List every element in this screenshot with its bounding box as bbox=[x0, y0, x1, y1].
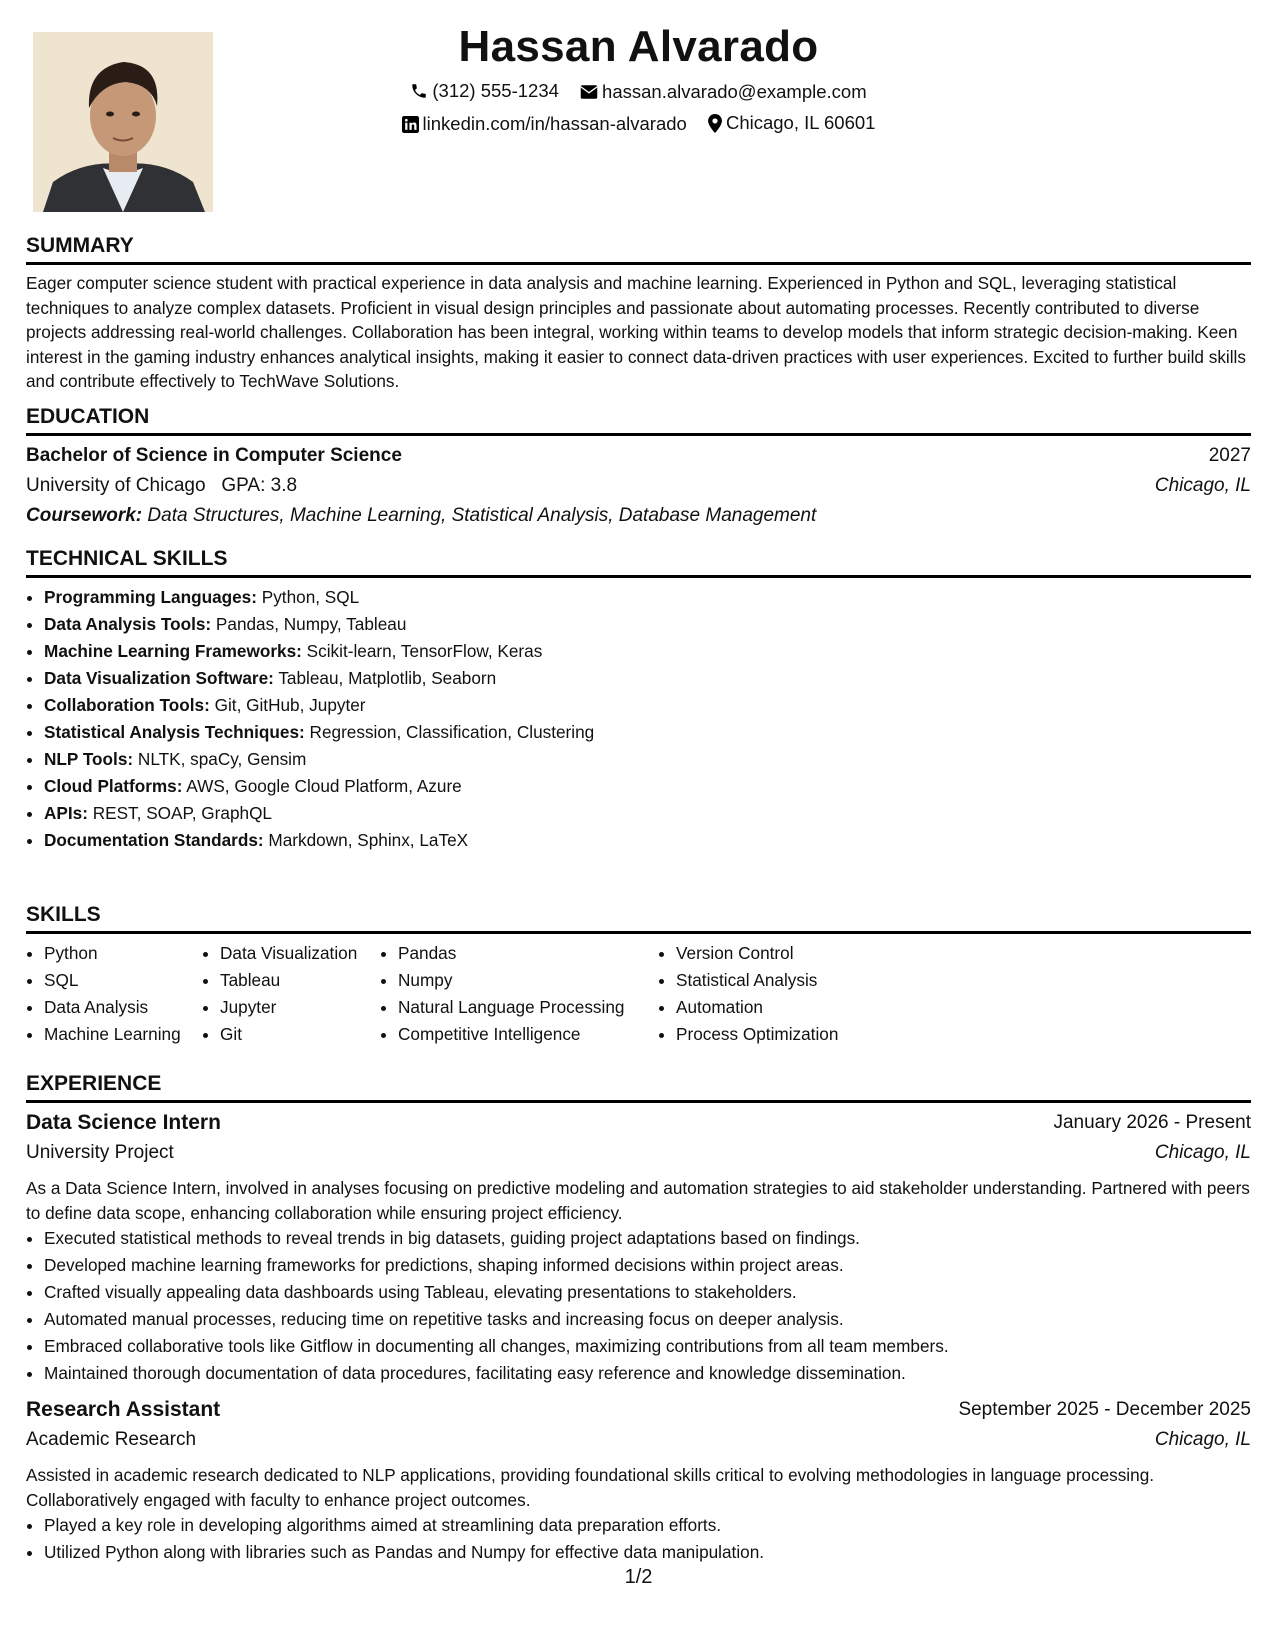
skills-grid bbox=[26, 940, 1251, 1048]
job-location: Chicago, IL bbox=[1154, 1429, 1251, 1450]
skills-column-3 bbox=[380, 940, 658, 1048]
phone-icon bbox=[410, 82, 428, 100]
contact-row-2 bbox=[26, 112, 1251, 138]
list-item: • Developed machine learning frameworks for predictions, shaping informed decisions within project areas. bbox=[44, 1252, 1251, 1279]
school-row bbox=[26, 471, 1251, 501]
list-item: • Utilized Python along with libraries such as Pandas and Numpy for effective data manipulation. bbox=[44, 1539, 1251, 1566]
list-item: • SQL bbox=[44, 967, 202, 994]
list-item: • Documentation Standards: Markdown, Sphinx, LaTeX bbox=[44, 827, 1251, 854]
graduation-year: 2027 bbox=[1208, 445, 1251, 466]
list-item: • Crafted visually appealing data dashboards using Tableau, elevating presentations to stakeholders. bbox=[44, 1279, 1251, 1306]
skills-heading: SKILLS bbox=[26, 901, 1251, 934]
linkedin-text: linkedin.com/in/hassan-alvarado bbox=[422, 113, 687, 134]
list-item: • Statistical Analysis Techniques: Regression, Classification, Clustering bbox=[44, 719, 1251, 746]
technical-skills-section bbox=[26, 545, 1251, 854]
job-title: Research Assistant bbox=[26, 1398, 221, 1421]
list-item: • Natural Language Processing bbox=[398, 994, 658, 1021]
job-bullets bbox=[26, 1225, 1251, 1387]
degree: Bachelor of Science in Computer Science bbox=[26, 445, 402, 466]
envelope-icon bbox=[580, 84, 598, 100]
list-item: • Machine Learning Frameworks: Scikit-learn, TensorFlow, Keras bbox=[44, 638, 1251, 665]
list-item: • Pandas bbox=[398, 940, 658, 967]
list-item: • Data Analysis bbox=[44, 994, 202, 1021]
contact-row-1 bbox=[26, 80, 1251, 105]
map-pin-icon bbox=[708, 114, 722, 133]
job-description: Assisted in academic research dedicated to NLP applications, providing foundational skills critical to evolving methodologies in language processing. Collaboratively engaged with faculty to enhance project outcomes. bbox=[26, 1465, 1155, 1510]
list-item: • Numpy bbox=[398, 967, 658, 994]
job-entry bbox=[26, 1108, 1251, 1387]
coursework-label: Coursework: bbox=[26, 505, 143, 526]
education-section bbox=[26, 403, 1251, 531]
list-item: • Tableau bbox=[220, 967, 380, 994]
experience-heading: EXPERIENCE bbox=[26, 1070, 1251, 1103]
list-item: • Automation bbox=[676, 994, 908, 1021]
list-item: • Maintained thorough documentation of data procedures, facilitating easy reference and knowledge dissemination. bbox=[44, 1360, 1251, 1387]
list-item: • APIs: REST, SOAP, GraphQL bbox=[44, 800, 1251, 827]
coursework-list: Data Structures, Machine Learning, Statistical Analysis, Database Management bbox=[147, 505, 817, 526]
summary-heading: SUMMARY bbox=[26, 232, 1251, 265]
skills-column-2 bbox=[202, 940, 380, 1048]
list-item: • NLP Tools: NLTK, spaCy, Gensim bbox=[44, 746, 1251, 773]
job-organization: Academic Research bbox=[26, 1429, 197, 1450]
education-heading: EDUCATION bbox=[26, 403, 1251, 436]
degree-row bbox=[26, 441, 1251, 471]
job-entry bbox=[26, 1395, 1251, 1566]
list-item: • Data Analysis Tools: Pandas, Numpy, Tableau bbox=[44, 611, 1251, 638]
job-organization: University Project bbox=[26, 1142, 174, 1163]
list-item: • Programming Languages: Python, SQL bbox=[44, 584, 1251, 611]
skills-column-1 bbox=[26, 940, 202, 1048]
list-item: • Embraced collaborative tools like Gitflow in documenting all changes, maximizing contributions from all team members. bbox=[44, 1333, 1251, 1360]
school-name: University of Chicago bbox=[26, 475, 206, 496]
list-item: • Statistical Analysis bbox=[676, 967, 908, 994]
school-location: Chicago, IL bbox=[1154, 475, 1251, 496]
candidate-name: Hassan Alvarado bbox=[458, 22, 819, 71]
list-item: • Executed statistical methods to reveal trends in big datasets, guiding project adaptations based on findings. bbox=[44, 1225, 1251, 1252]
job-description: As a Data Science Intern, involved in analyses focusing on predictive modeling and automation strategies to aid stakeholder understanding. Partnered with peers to define data scope, enhancing collaboration while ensuring project efficiency. bbox=[26, 1178, 1250, 1223]
summary-section bbox=[26, 232, 1251, 394]
experience-section bbox=[26, 1070, 1251, 1566]
phone-contact bbox=[410, 80, 559, 102]
skills-section bbox=[26, 901, 1251, 1048]
skills-column-4 bbox=[658, 940, 908, 1048]
email-text: hassan.alvarado@example.com bbox=[602, 81, 867, 102]
list-item: • Python bbox=[44, 940, 202, 967]
technical-skills-heading: TECHNICAL SKILLS bbox=[26, 545, 1251, 578]
job-bullets bbox=[26, 1512, 1251, 1566]
list-item: • Collaboration Tools: Git, GitHub, Jupyter bbox=[44, 692, 1251, 719]
list-item: • Git bbox=[220, 1021, 380, 1048]
list-item: • Cloud Platforms: AWS, Google Cloud Platform, Azure bbox=[44, 773, 1251, 800]
coursework bbox=[26, 501, 1251, 531]
job-dates: January 2026 - Present bbox=[1053, 1112, 1251, 1133]
list-item: • Data Visualization bbox=[220, 940, 380, 967]
list-item: • Played a key role in developing algorithms aimed at streamlining data preparation efforts. bbox=[44, 1512, 1251, 1539]
gpa: GPA: 3.8 bbox=[221, 475, 298, 496]
location-contact bbox=[708, 112, 875, 134]
list-item: • Competitive Intelligence bbox=[398, 1021, 658, 1048]
job-title: Data Science Intern bbox=[26, 1111, 221, 1134]
job-location: Chicago, IL bbox=[1154, 1142, 1251, 1163]
list-item: • Automated manual processes, reducing time on repetitive tasks and increasing focus on deeper analysis. bbox=[44, 1306, 1251, 1333]
page-number: 1/2 bbox=[624, 1566, 653, 1588]
list-item: • Data Visualization Software: Tableau, Matplotlib, Seaborn bbox=[44, 665, 1251, 692]
linkedin-contact[interactable] bbox=[402, 113, 687, 135]
phone-text: (312) 555-1234 bbox=[432, 80, 559, 101]
location-text: Chicago, IL 60601 bbox=[725, 112, 876, 133]
list-item: • Version Control bbox=[676, 940, 908, 967]
list-item: • Process Optimization bbox=[676, 1021, 908, 1048]
job-dates: September 2025 - December 2025 bbox=[958, 1399, 1251, 1420]
email-contact[interactable] bbox=[580, 81, 867, 103]
linkedin-icon bbox=[402, 116, 419, 133]
summary-text: Eager computer science student with practical experience in data analysis and machine learning. Experienced in Python and SQL, leveraging statistical techniques to analyze complex datasets. Proficient in visual design principles and passionate about automating processes. Recently contributed to diverse projects addressing real-world challenges. Collaboration has been integral, working within teams to develop models that inform strategic decision-making. Keen interest in the gaming industry enhances analytical insights, making it easier to connect data-driven practices with user experiences. Excited to further build skills and contribute effectively to TechWave Solutions. bbox=[26, 273, 1246, 391]
list-item: • Jupyter bbox=[220, 994, 380, 1021]
technical-skills-list bbox=[26, 584, 1251, 854]
resume-page bbox=[26, 0, 1251, 1650]
list-item: • Machine Learning bbox=[44, 1021, 202, 1048]
